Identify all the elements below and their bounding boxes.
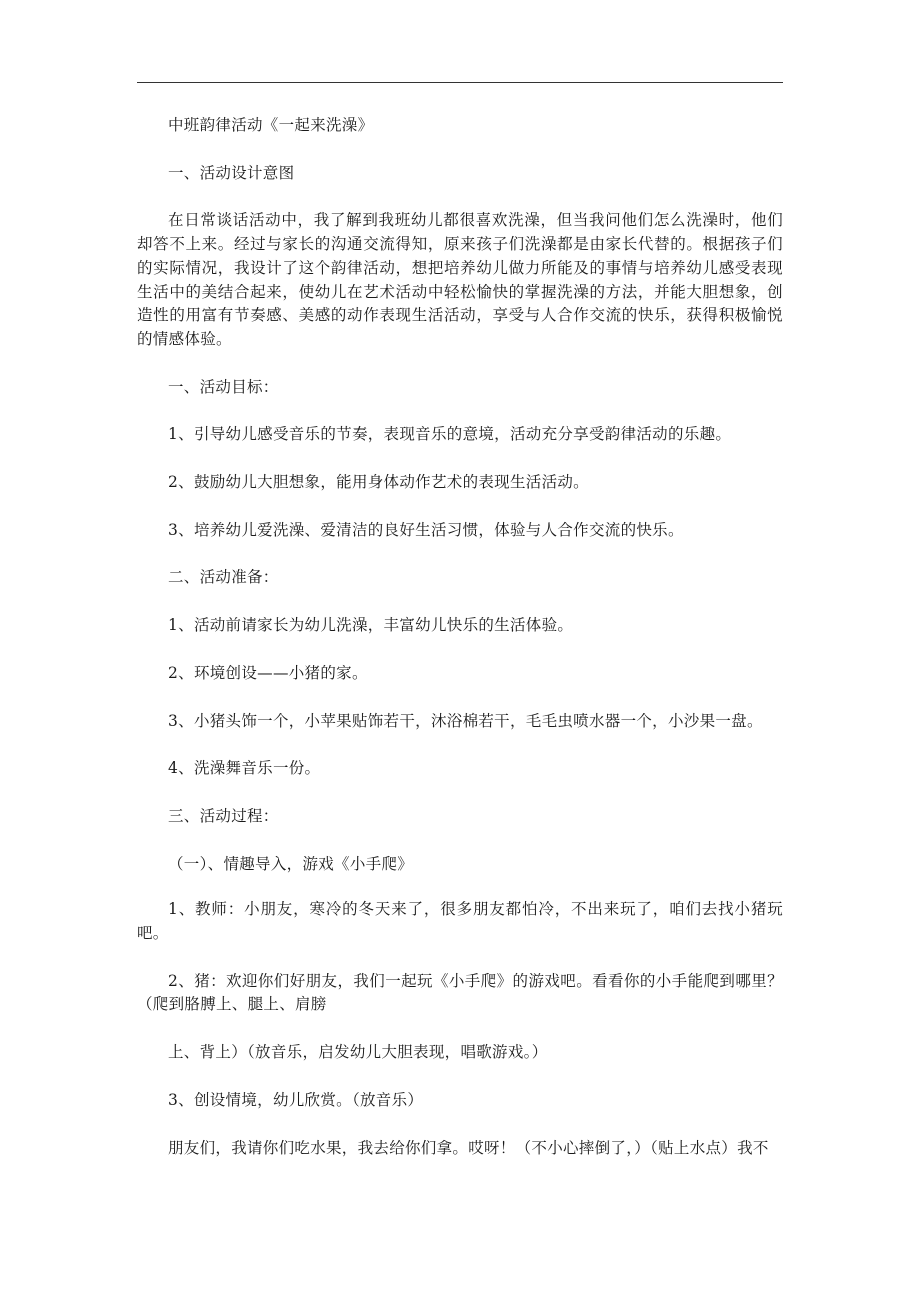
goal-item-1: 1、引导幼儿感受音乐的节奏，表现音乐的意境，活动充分享受韵律活动的乐趣。 [168,425,732,444]
section-heading-goals: 一、活动目标： [168,377,279,396]
preparation-item-2: 2、环境创设——小猪的家。 [168,663,368,682]
preparation-item-3: 3、小猪头饰一个，小苹果贴饰若干，沐浴棉若干，毛毛虫喷水器一个，小沙果一盘。 [168,711,763,730]
process-step-2: 2、猪：欢迎你们好朋友，我们一起玩《小手爬》的游戏吧。看看你的小手能爬到哪里？（爬到胳膊上、腿上、肩膀 [137,971,783,1014]
document-title: 中班韵律活动《一起来洗澡》 [168,116,374,134]
section-heading-preparation: 二、活动准备： [168,568,279,587]
paragraph-design-intent: 在日常谈话活动中，我了解到我班幼儿都很喜欢洗澡，但当我问他们怎么洗澡时，他们却答不上来。经过与家长的沟通交流得知，原来孩子们洗澡都是由家长代替的。根据孩子们的实际情况，我设计了这个韵律活动，想把培养幼儿做力所能及的事情与培养幼儿感受表现生活中的美结合起来，使幼儿在艺术活动中轻松愉快的掌握洗澡的方法，并能大胆想象，创造性的用富有节奏感、美感的动作表现生活活动，享受与人合作交流的快乐，获得积极愉悦的情感体验。 [137,211,783,348]
document-body [137,114,783,1184]
process-narration: 朋友们，我请你们吃水果，我去给你们拿。哎呀！（不小心摔倒了，）（贴上水点）我不 [168,1138,769,1157]
preparation-item-1: 1、活动前请家长为幼儿洗澡，丰富幼儿快乐的生活体验。 [168,616,574,635]
process-step-3: 3、创设情境，幼儿欣赏。（放音乐） [168,1090,424,1109]
process-subheading-intro: （一）、情趣导入，游戏《小手爬》 [168,854,414,873]
goal-item-2: 2、鼓励幼儿大胆想象，能用身体动作艺术的表现生活活动。 [168,473,589,492]
goal-item-3: 3、培养幼儿爱洗澡、爱清洁的良好生活习惯，体验与人合作交流的快乐。 [168,520,684,539]
process-step-2-continued: 上、背上）（放音乐，启发幼儿大胆表现，唱歌游戏。） [168,1043,548,1062]
header-rule [137,82,783,83]
preparation-item-4: 4、洗澡舞音乐一份。 [168,759,321,778]
section-heading-design-intent: 一、活动设计意图 [168,163,295,182]
section-heading-process: 三、活动过程： [168,806,279,825]
process-step-1: 1、教师：小朋友，寒冷的冬天来了，很多朋友都怕冷，不出来玩了，咱们去找小猪玩吧。 [137,900,783,943]
